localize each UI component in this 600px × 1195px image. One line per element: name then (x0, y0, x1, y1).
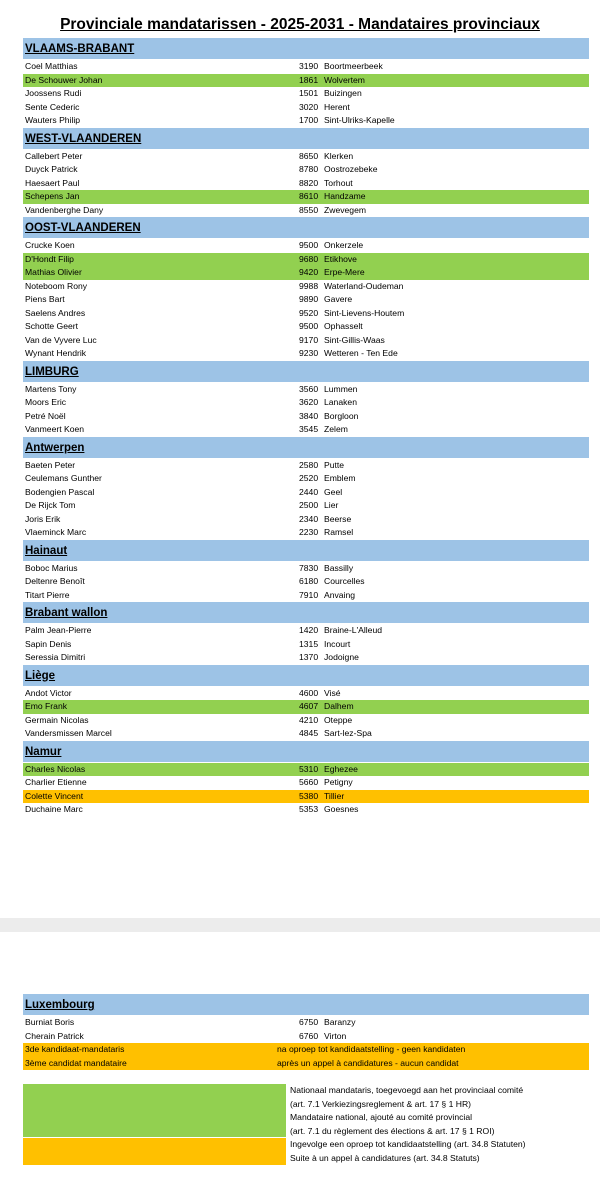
document-title: Provinciale mandatarissen - 2025-2031 - Mandataires provinciaux (60, 16, 540, 33)
city-name: Oostrozebeke (324, 164, 378, 174)
postal-code: 3190 (299, 61, 319, 71)
city-name: Eghezee (324, 763, 358, 774)
city-name: Petigny (324, 777, 353, 787)
section-header: VLAAMS-BRABANT (23, 38, 589, 60)
member-name: Haesaert Paul (25, 177, 80, 188)
postal-code: 5380 (299, 790, 319, 801)
city-name: Sint-Lievens-Houtem (324, 307, 405, 318)
table-row (23, 790, 589, 804)
table-row (23, 526, 589, 540)
table-row (23, 624, 589, 638)
city-name: Buizingen (324, 88, 362, 98)
postal-code: 9500 (299, 321, 319, 331)
table-row (23, 513, 589, 527)
postal-code: 2500 (299, 500, 319, 510)
table-row (23, 776, 589, 790)
member-name: Piens Bart (25, 294, 65, 304)
member-name: Petré Noël (25, 410, 66, 421)
member-name: Sente Cederic (25, 101, 80, 112)
postal-code: 9520 (299, 307, 319, 318)
city-name: Jodoigne (324, 652, 359, 662)
postal-code: 6750 (299, 1017, 319, 1027)
postal-code: 1370 (299, 652, 319, 662)
table-row (23, 74, 589, 88)
member-name: Palm Jean-Pierre (25, 625, 92, 635)
legend-national-line: Nationaal mandataris, toegevoegd aan het provinciaal comité (290, 1085, 524, 1095)
city-name: Geel (324, 486, 343, 497)
table-row (23, 1016, 589, 1030)
table-row (23, 280, 589, 294)
member-name: Deltenre Benoît (25, 576, 85, 586)
member-name: Wynant Hendrik (25, 348, 87, 358)
city-name: Courcelles (324, 576, 365, 586)
legend-call-line: Suite à un appel à candidatures (art. 34.8 Statuts) (290, 1152, 480, 1163)
city-name: Virton (324, 1030, 347, 1041)
member-name: Callebert Peter (25, 150, 83, 161)
city-name: Gavere (324, 294, 353, 304)
table-row (23, 410, 589, 424)
postal-code: 3840 (299, 410, 319, 421)
section-header: Brabant wallon (23, 602, 589, 624)
table-row (23, 204, 589, 218)
city-name: Anvaing (324, 589, 356, 600)
postal-code: 1315 (299, 638, 319, 649)
member-name: Martens Tony (25, 383, 77, 394)
member-name: Wauters Philip (25, 115, 81, 125)
member-name: Duchaine Marc (25, 804, 83, 814)
member-name: Boboc Marius (25, 562, 78, 573)
table-row (23, 727, 589, 741)
member-name: Joris Erik (25, 513, 61, 524)
section-header: LIMBURG (23, 361, 589, 383)
member-name: Crucke Koen (25, 240, 75, 250)
postal-code: 5353 (299, 804, 319, 814)
member-name: Van de Vyvere Luc (25, 334, 97, 345)
postal-code: 9988 (299, 280, 319, 291)
postal-code: 2340 (299, 513, 319, 524)
table-row (23, 307, 589, 321)
city-name: Handzame (324, 191, 366, 201)
postal-code: 3020 (299, 101, 319, 112)
city-name: Wetteren - Ten Ede (324, 348, 398, 358)
city-name: Goesnes (324, 804, 359, 814)
postal-code: 3620 (299, 397, 319, 407)
table-row (23, 763, 589, 777)
postal-code: 2230 (299, 527, 319, 537)
table-row (23, 714, 589, 728)
postal-code: 9420 (299, 267, 319, 277)
member-name: De Rijck Tom (25, 500, 76, 510)
postal-code: 3560 (299, 383, 319, 394)
postal-code: 8550 (299, 204, 319, 215)
member-name: 3ème candidat mandataire (25, 1057, 127, 1068)
legend-national-line: (art. 7.1 du règlement des élections & art. 17 § 1 ROI) (290, 1125, 495, 1136)
city-name: Zwevegem (324, 204, 367, 215)
postal-code: 5310 (299, 763, 319, 774)
table-row (23, 320, 589, 334)
table-row (23, 253, 589, 267)
section-header: OOST-VLAANDEREN (23, 217, 589, 239)
city-name: Oteppe (324, 714, 353, 725)
city-name: Zelem (324, 424, 348, 434)
table-row (23, 803, 589, 817)
table-row (23, 562, 589, 576)
postal-code: 1501 (299, 88, 319, 98)
table-row (23, 177, 589, 191)
row-note: na oproep tot kandidaatstelling - geen kandidaten (277, 1044, 466, 1054)
table-row (23, 114, 589, 128)
member-name: Cherain Patrick (25, 1030, 84, 1041)
section-header: Namur (23, 741, 589, 763)
table-row (23, 163, 589, 177)
section-header: WEST-VLAANDEREN (23, 128, 589, 150)
table-row (23, 651, 589, 665)
postal-code: 9500 (299, 240, 319, 250)
postal-code: 2440 (299, 486, 319, 497)
member-name: Schotte Geert (25, 321, 79, 331)
table-row (23, 293, 589, 307)
member-name: Vandersmissen Marcel (25, 728, 112, 738)
member-name: Charles Nicolas (25, 763, 86, 774)
postal-code: 1420 (299, 625, 319, 635)
city-name: Herent (324, 101, 350, 112)
member-name: Vanmeert Koen (25, 424, 85, 434)
postal-code: 3545 (299, 424, 319, 434)
city-name: Waterland-Oudeman (324, 280, 404, 291)
city-name: Torhout (324, 177, 353, 188)
provinces-table (23, 38, 589, 817)
city-name: Putte (324, 459, 345, 470)
page-break (0, 918, 600, 932)
table-row (23, 459, 589, 473)
member-name: Seressia Dimitri (25, 652, 86, 662)
postal-code: 4845 (299, 728, 319, 738)
city-name: Erpe-Mere (324, 267, 365, 277)
postal-code: 8650 (299, 150, 319, 161)
member-name: Joossens Rudi (25, 88, 82, 98)
table-row (23, 638, 589, 652)
postal-code: 1700 (299, 115, 319, 125)
city-name: Tillier (324, 790, 345, 801)
member-name: Andot Victor (25, 687, 72, 698)
member-name: Schepens Jan (25, 191, 80, 201)
legend-call-line: Ingevolge een oproep tot kandidaatstelling (art. 34.8 Statuten) (290, 1139, 526, 1149)
city-name: Lier (324, 500, 339, 510)
city-name: Bassilly (324, 562, 354, 573)
city-name: Beerse (324, 513, 352, 524)
member-name: Ceulemans Gunther (25, 473, 102, 483)
legend-national-line: Mandataire national, ajouté au comité provincial (290, 1112, 473, 1122)
city-name: Ramsel (324, 527, 354, 537)
member-name: De Schouwer Johan (25, 74, 103, 85)
member-name: Duyck Patrick (25, 164, 78, 174)
city-name: Etikhove (324, 253, 357, 264)
member-name: Noteboom Rony (25, 280, 88, 291)
city-name: Incourt (324, 638, 351, 649)
city-name: Klerken (324, 150, 354, 161)
table-row (23, 334, 589, 348)
city-name: Baranzy (324, 1017, 356, 1027)
table-row (23, 486, 589, 500)
table-row (23, 239, 589, 253)
section-header: Liège (23, 665, 589, 687)
table-row (23, 1057, 589, 1071)
city-name: Emblem (324, 473, 356, 483)
city-name: Onkerzele (324, 240, 364, 250)
row-note: après un appel à candidatures - aucun candidat (277, 1057, 459, 1068)
member-name: Germain Nicolas (25, 714, 89, 725)
table-row (23, 687, 589, 701)
table-row (23, 150, 589, 164)
luxembourg-table (23, 994, 589, 1070)
city-name: Sint-Gillis-Waas (324, 334, 385, 345)
city-name: Dalhem (324, 701, 354, 711)
table-row (23, 396, 589, 410)
city-name: Lummen (324, 383, 358, 394)
postal-code: 8610 (299, 191, 319, 201)
section-header: Luxembourg (23, 994, 589, 1016)
table-row (23, 347, 589, 361)
member-name: Coel Matthias (25, 61, 78, 71)
table-row (23, 383, 589, 397)
table-row (23, 1043, 589, 1057)
table-row (23, 60, 589, 74)
member-name: Titart Pierre (25, 589, 70, 600)
postal-code: 9170 (299, 334, 319, 345)
postal-code: 8780 (299, 164, 319, 174)
city-name: Wolvertem (324, 74, 365, 85)
color-legend (23, 1082, 589, 1166)
table-row (23, 423, 589, 437)
member-name: Emo Frank (25, 701, 68, 711)
legend-national-line: (art. 7.1 Verkiezingsreglement & art. 17 § 1 HR) (290, 1098, 472, 1109)
table-row (23, 472, 589, 486)
city-name: Borgloon (324, 410, 359, 421)
member-name: D'Hondt Filip (25, 253, 74, 264)
section-header: Hainaut (23, 540, 589, 562)
table-row (23, 575, 589, 589)
city-name: Visé (324, 687, 341, 698)
member-name: Colette Vincent (25, 790, 84, 801)
city-name: Ophasselt (324, 321, 363, 331)
postal-code: 7830 (299, 562, 319, 573)
city-name: Sart-lez-Spa (324, 728, 372, 738)
table-row (23, 190, 589, 204)
postal-code: 4600 (299, 687, 319, 698)
postal-code: 2580 (299, 459, 319, 470)
postal-code: 7910 (299, 589, 319, 600)
table-row (23, 266, 589, 280)
postal-code: 9890 (299, 294, 319, 304)
city-name: Sint-Ulriks-Kapelle (324, 115, 395, 125)
member-name: Bodengien Pascal (25, 486, 95, 497)
member-name: 3de kandidaat-mandataris (25, 1044, 125, 1054)
member-name: Baeten Peter (25, 459, 76, 470)
table-row (23, 700, 589, 714)
member-name: Vlaeminck Marc (25, 527, 87, 537)
member-name: Vandenberghe Dany (25, 204, 104, 215)
member-name: Sapin Denis (25, 638, 72, 649)
postal-code: 4607 (299, 701, 319, 711)
postal-code: 5660 (299, 777, 319, 787)
postal-code: 1861 (299, 74, 319, 85)
postal-code: 8820 (299, 177, 319, 188)
table-row (23, 87, 589, 101)
table-row (23, 1030, 589, 1044)
postal-code: 9680 (299, 253, 319, 264)
table-row (23, 499, 589, 513)
document-page-2 (0, 932, 600, 1195)
section-header: Antwerpen (23, 437, 589, 459)
postal-code: 6180 (299, 576, 319, 586)
city-name: Lanaken (324, 397, 357, 407)
city-name: Boortmeerbeek (324, 61, 383, 71)
table-row (23, 101, 589, 115)
postal-code: 9230 (299, 348, 319, 358)
table-row (23, 589, 589, 603)
postal-code: 4210 (299, 714, 319, 725)
legend-swatch-call-for-candidates (23, 1138, 286, 1165)
member-name: Burniat Boris (25, 1017, 75, 1027)
member-name: Saelens Andres (25, 307, 86, 318)
member-name: Moors Eric (25, 397, 67, 407)
member-name: Mathias Olivier (25, 267, 82, 277)
member-name: Charlier Etienne (25, 777, 87, 787)
postal-code: 6760 (299, 1030, 319, 1041)
legend-swatch-national (23, 1084, 286, 1137)
postal-code: 2520 (299, 473, 319, 483)
city-name: Braine-L'Alleud (324, 625, 383, 635)
